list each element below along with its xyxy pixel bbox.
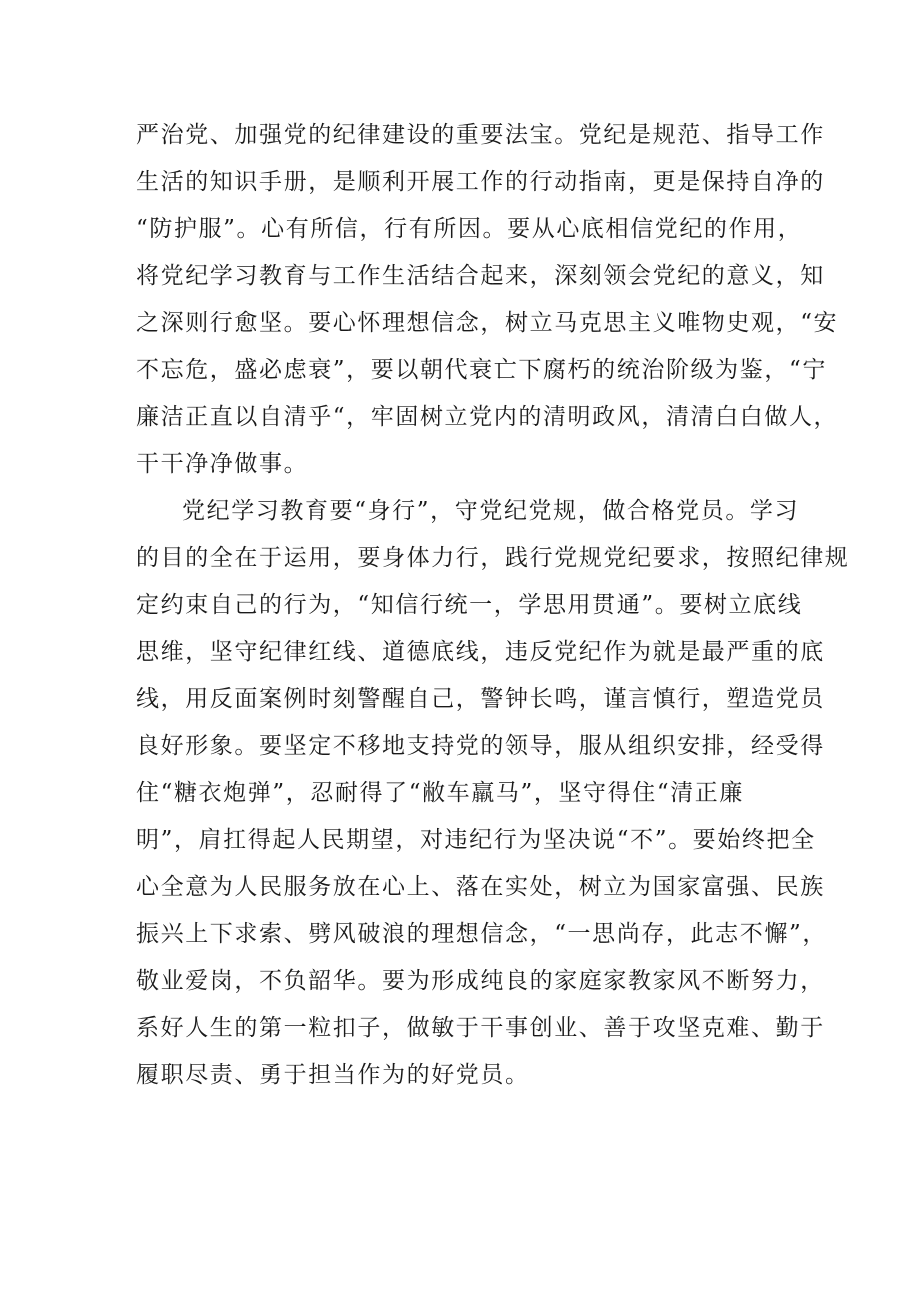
text-line: 心全意为人民服务放在心上、落在实处，树立为国家富强、民族 — [136, 874, 825, 900]
text-line: 严治党、加强党的纪律建设的重要法宝。党纪是规范、指导工作 — [136, 122, 825, 148]
text-line: 良好形象。要坚定不移地支持党的领导，服从组织安排，经受得 — [136, 733, 825, 759]
text-line: 敬业爱岗，不负韶华。要为形成纯良的家庭家教家风不断努力， — [136, 968, 825, 994]
text-line: 生活的知识手册，是顺利开展工作的行动指南，更是保持自净的 — [136, 169, 825, 195]
text-line: “防护服”。心有所信，行有所因。要从心底相信党纪的作用， — [136, 216, 803, 242]
text-line: 履职尽责、勇于担当作为的好党员。 — [136, 1062, 530, 1088]
text-line: 廉洁正直以自清乎“，牢固树立党内的清明政风，清清白白做人， — [136, 404, 839, 430]
document-body — [136, 112, 850, 1099]
text-line: 振兴上下求索、劈风破浪的理想信念，“一思尚存，此志不懈”， — [136, 921, 827, 947]
text-line: 线，用反面案例时刻警醒自己，警钟长鸣，谨言慎行，塑造党员 — [136, 686, 825, 712]
text-line: 干干净净做事。 — [136, 451, 309, 477]
text-line: 明”，肩扛得起人民期望，对违纪行为坚决说“不”。要始终把全 — [136, 827, 816, 853]
text-line: 党纪学习教育要“身行”，守党纪党规，做合格党员。学习 — [182, 498, 800, 524]
text-line: 不忘危，盛必虑衰”，要以朝代衰亡下腐朽的统治阶级为鉴，“宁 — [136, 357, 827, 383]
text-line: 将党纪学习教育与工作生活结合起来，深刻领会党纪的意义，知 — [136, 263, 825, 289]
text-line: 思维，坚守纪律红线、道德底线，违反党纪作为就是最严重的底 — [136, 639, 825, 665]
text-line: 定约束自己的行为，“知信行统一，学思用贯通”。要树立底线 — [136, 592, 803, 618]
paragraph-1 — [136, 112, 839, 488]
text-line: 之深则行愈坚。要心怀理想信念，树立马克思主义唯物史观，“安 — [136, 310, 839, 336]
text-line: 的目的全在于运用，要身体力行，践行党规党纪要求，按照纪律规 — [136, 545, 850, 571]
paragraph-2 — [136, 488, 850, 1099]
text-line: 住“糖衣炮弹”，忍耐得了“敝车羸马”，坚守得住“清正廉 — [136, 780, 744, 806]
text-line: 系好人生的第一粒扣子，做敏于干事创业、善于攻坚克难、勤于 — [136, 1015, 825, 1041]
